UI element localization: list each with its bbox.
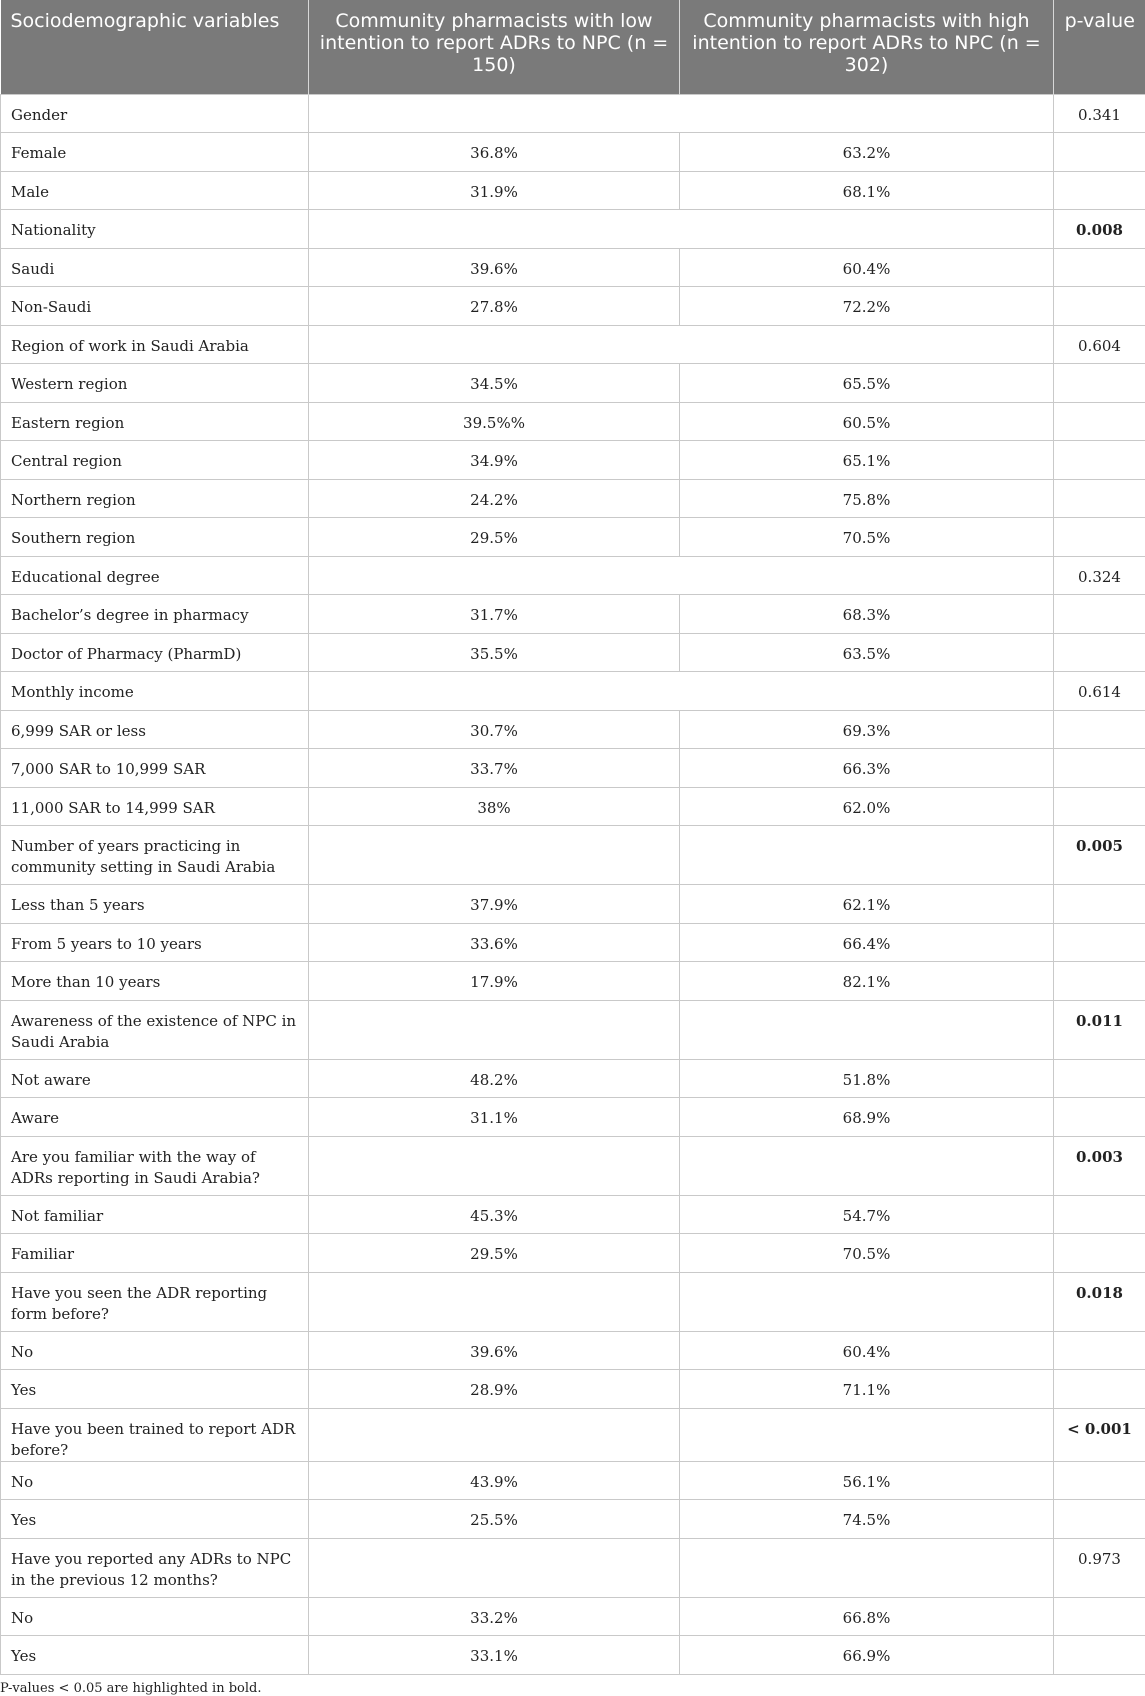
- high-intention-value: 66.8%: [680, 1597, 1054, 1636]
- empty-cell: [309, 1408, 680, 1461]
- category-row: [1, 1136, 1145, 1195]
- high-intention-value: 66.9%: [680, 1636, 1054, 1675]
- empty-p-cell: [1054, 171, 1145, 210]
- low-intention-value: 31.1%: [309, 1098, 680, 1137]
- low-intention-value: 29.5%: [309, 1234, 680, 1273]
- row-label: Familiar: [1, 1234, 309, 1273]
- table-row: [1, 710, 1145, 749]
- category-label: Monthly income: [1, 672, 309, 711]
- category-label: Have you seen the ADR reporting form before?: [1, 1272, 309, 1331]
- low-intention-value: 37.9%: [309, 885, 680, 924]
- high-intention-value: 65.1%: [680, 441, 1054, 480]
- table-row: [1, 1195, 1145, 1234]
- high-intention-value: 60.4%: [680, 1331, 1054, 1370]
- low-intention-value: 35.5%: [309, 633, 680, 672]
- p-value-cell: 0.018: [1054, 1272, 1145, 1331]
- low-intention-value: 28.9%: [309, 1370, 680, 1409]
- low-intention-value: 33.1%: [309, 1636, 680, 1675]
- category-label: Awareness of the existence of NPC in Saudi Arabia: [1, 1000, 309, 1059]
- empty-cell: [309, 1272, 680, 1331]
- empty-p-cell: [1054, 1597, 1145, 1636]
- p-value-cell: 0.341: [1054, 94, 1145, 133]
- low-intention-value: 17.9%: [309, 962, 680, 1001]
- table-row: [1, 962, 1145, 1001]
- table-row: [1, 885, 1145, 924]
- table-row: [1, 633, 1145, 672]
- high-intention-value: 68.3%: [680, 595, 1054, 634]
- row-label: Eastern region: [1, 402, 309, 441]
- empty-p-cell: [1054, 1636, 1145, 1675]
- empty-p-cell: [1054, 1098, 1145, 1137]
- empty-cell: [309, 826, 680, 885]
- high-intention-value: 70.5%: [680, 1234, 1054, 1273]
- table-row: [1, 1059, 1145, 1098]
- empty-p-cell: [1054, 633, 1145, 672]
- empty-p-cell: [1054, 402, 1145, 441]
- row-label: Not aware: [1, 1059, 309, 1098]
- low-intention-value: 34.9%: [309, 441, 680, 480]
- empty-p-cell: [1054, 595, 1145, 634]
- row-label: 11,000 SAR to 14,999 SAR: [1, 787, 309, 826]
- category-row: [1, 1272, 1145, 1331]
- high-intention-value: 74.5%: [680, 1500, 1054, 1539]
- row-label: Saudi: [1, 248, 309, 287]
- header-sociodemographic: Sociodemographic variables: [1, 0, 309, 94]
- category-label: Have you been trained to report ADR before?: [1, 1408, 309, 1461]
- low-intention-value: 27.8%: [309, 287, 680, 326]
- row-label: 7,000 SAR to 10,999 SAR: [1, 749, 309, 788]
- category-label: Have you reported any ADRs to NPC in the previous 12 months?: [1, 1538, 309, 1597]
- category-label: Number of years practicing in community setting in Saudi Arabia: [1, 826, 309, 885]
- table-row: [1, 171, 1145, 210]
- row-label: Southern region: [1, 518, 309, 557]
- p-value-cell: < 0.001: [1054, 1408, 1145, 1461]
- high-intention-value: 66.3%: [680, 749, 1054, 788]
- category-row: [1, 210, 1145, 249]
- row-label: More than 10 years: [1, 962, 309, 1001]
- empty-p-cell: [1054, 479, 1145, 518]
- p-value-cell: 0.973: [1054, 1538, 1145, 1597]
- empty-cell: [680, 1408, 1054, 1461]
- high-intention-value: 65.5%: [680, 364, 1054, 403]
- category-label: Nationality: [1, 210, 309, 249]
- table-footnote: P-values < 0.05 are highlighted in bold.: [0, 1675, 1145, 1696]
- category-row: [1, 826, 1145, 885]
- high-intention-value: 68.9%: [680, 1098, 1054, 1137]
- low-intention-value: 39.6%: [309, 1331, 680, 1370]
- empty-merged-cell: [309, 556, 1054, 595]
- low-intention-value: 38%: [309, 787, 680, 826]
- row-label: Yes: [1, 1636, 309, 1675]
- category-label: Region of work in Saudi Arabia: [1, 325, 309, 364]
- low-intention-value: 25.5%: [309, 1500, 680, 1539]
- low-intention-value: 24.2%: [309, 479, 680, 518]
- header-p-value: p-value: [1054, 0, 1145, 94]
- empty-cell: [309, 1000, 680, 1059]
- category-row: [1, 1000, 1145, 1059]
- empty-p-cell: [1054, 1195, 1145, 1234]
- low-intention-value: 31.7%: [309, 595, 680, 634]
- empty-cell: [680, 1538, 1054, 1597]
- p-value-cell: 0.324: [1054, 556, 1145, 595]
- header-low-intention: Community pharmacists with low intention to report ADRs to NPC (n = 150): [309, 0, 680, 94]
- table-row: [1, 441, 1145, 480]
- empty-p-cell: [1054, 710, 1145, 749]
- empty-p-cell: [1054, 133, 1145, 172]
- empty-p-cell: [1054, 1500, 1145, 1539]
- empty-p-cell: [1054, 1461, 1145, 1500]
- high-intention-value: 71.1%: [680, 1370, 1054, 1409]
- high-intention-value: 54.7%: [680, 1195, 1054, 1234]
- category-row: [1, 1408, 1145, 1461]
- row-label: Yes: [1, 1370, 309, 1409]
- high-intention-value: 69.3%: [680, 710, 1054, 749]
- high-intention-value: 62.0%: [680, 787, 1054, 826]
- high-intention-value: 68.1%: [680, 171, 1054, 210]
- low-intention-value: 33.6%: [309, 923, 680, 962]
- category-row: [1, 672, 1145, 711]
- table-header: [1, 0, 1145, 94]
- high-intention-value: 60.4%: [680, 248, 1054, 287]
- row-label: Female: [1, 133, 309, 172]
- empty-p-cell: [1054, 248, 1145, 287]
- low-intention-value: 34.5%: [309, 364, 680, 403]
- row-label: From 5 years to 10 years: [1, 923, 309, 962]
- p-value-cell: 0.003: [1054, 1136, 1145, 1195]
- low-intention-value: 45.3%: [309, 1195, 680, 1234]
- low-intention-value: 31.9%: [309, 171, 680, 210]
- empty-cell: [309, 1538, 680, 1597]
- category-row: [1, 556, 1145, 595]
- p-value-cell: 0.008: [1054, 210, 1145, 249]
- empty-merged-cell: [309, 210, 1054, 249]
- empty-p-cell: [1054, 441, 1145, 480]
- empty-p-cell: [1054, 364, 1145, 403]
- empty-p-cell: [1054, 287, 1145, 326]
- table-row: [1, 787, 1145, 826]
- low-intention-value: 39.6%: [309, 248, 680, 287]
- empty-p-cell: [1054, 885, 1145, 924]
- high-intention-value: 62.1%: [680, 885, 1054, 924]
- empty-cell: [680, 1272, 1054, 1331]
- row-label: Western region: [1, 364, 309, 403]
- table-row: [1, 1331, 1145, 1370]
- row-label: Doctor of Pharmacy (PharmD): [1, 633, 309, 672]
- table-body: [1, 94, 1145, 1674]
- row-label: Yes: [1, 1500, 309, 1539]
- high-intention-value: 75.8%: [680, 479, 1054, 518]
- empty-p-cell: [1054, 1331, 1145, 1370]
- row-label: No: [1, 1461, 309, 1500]
- table-row: [1, 1461, 1145, 1500]
- row-label: No: [1, 1331, 309, 1370]
- table-row: [1, 1597, 1145, 1636]
- empty-merged-cell: [309, 94, 1054, 133]
- low-intention-value: 36.8%: [309, 133, 680, 172]
- table-row: [1, 287, 1145, 326]
- category-row: [1, 1538, 1145, 1597]
- high-intention-value: 63.5%: [680, 633, 1054, 672]
- high-intention-value: 56.1%: [680, 1461, 1054, 1500]
- empty-p-cell: [1054, 923, 1145, 962]
- p-value-cell: 0.011: [1054, 1000, 1145, 1059]
- low-intention-value: 39.5%%: [309, 402, 680, 441]
- header-high-intention: Community pharmacists with high intention to report ADRs to NPC (n = 302): [680, 0, 1054, 94]
- high-intention-value: 82.1%: [680, 962, 1054, 1001]
- row-label: Aware: [1, 1098, 309, 1137]
- empty-p-cell: [1054, 1234, 1145, 1273]
- empty-cell: [680, 1136, 1054, 1195]
- high-intention-value: 60.5%: [680, 402, 1054, 441]
- high-intention-value: 63.2%: [680, 133, 1054, 172]
- table-row: [1, 595, 1145, 634]
- low-intention-value: 33.7%: [309, 749, 680, 788]
- empty-p-cell: [1054, 749, 1145, 788]
- p-value-cell: 0.604: [1054, 325, 1145, 364]
- empty-p-cell: [1054, 1370, 1145, 1409]
- row-label: Non-Saudi: [1, 287, 309, 326]
- category-row: [1, 94, 1145, 133]
- table-row: [1, 923, 1145, 962]
- table-row: [1, 402, 1145, 441]
- empty-p-cell: [1054, 1059, 1145, 1098]
- table-row: [1, 1500, 1145, 1539]
- table-row: [1, 1636, 1145, 1675]
- category-label: Are you familiar with the way of ADRs reporting in Saudi Arabia?: [1, 1136, 309, 1195]
- row-label: Not familiar: [1, 1195, 309, 1234]
- row-label: 6,999 SAR or less: [1, 710, 309, 749]
- empty-cell: [680, 826, 1054, 885]
- empty-merged-cell: [309, 325, 1054, 364]
- row-label: Less than 5 years: [1, 885, 309, 924]
- table-row: [1, 479, 1145, 518]
- empty-cell: [309, 1136, 680, 1195]
- table-row: [1, 518, 1145, 557]
- p-value-cell: 0.005: [1054, 826, 1145, 885]
- table-row: [1, 1370, 1145, 1409]
- row-label: Male: [1, 171, 309, 210]
- p-value-cell: 0.614: [1054, 672, 1145, 711]
- table-row: [1, 133, 1145, 172]
- high-intention-value: 51.8%: [680, 1059, 1054, 1098]
- high-intention-value: 70.5%: [680, 518, 1054, 557]
- empty-p-cell: [1054, 787, 1145, 826]
- category-row: [1, 325, 1145, 364]
- row-label: Bachelor’s degree in pharmacy: [1, 595, 309, 634]
- low-intention-value: 48.2%: [309, 1059, 680, 1098]
- row-label: Central region: [1, 441, 309, 480]
- category-label: Educational degree: [1, 556, 309, 595]
- high-intention-value: 72.2%: [680, 287, 1054, 326]
- table-row: [1, 1098, 1145, 1137]
- low-intention-value: 43.9%: [309, 1461, 680, 1500]
- empty-cell: [680, 1000, 1054, 1059]
- table-row: [1, 364, 1145, 403]
- empty-merged-cell: [309, 672, 1054, 711]
- empty-p-cell: [1054, 518, 1145, 557]
- low-intention-value: 29.5%: [309, 518, 680, 557]
- row-label: No: [1, 1597, 309, 1636]
- row-label: Northern region: [1, 479, 309, 518]
- high-intention-value: 66.4%: [680, 923, 1054, 962]
- table-row: [1, 749, 1145, 788]
- low-intention-value: 33.2%: [309, 1597, 680, 1636]
- table-row: [1, 248, 1145, 287]
- category-label: Gender: [1, 94, 309, 133]
- low-intention-value: 30.7%: [309, 710, 680, 749]
- empty-p-cell: [1054, 962, 1145, 1001]
- table-row: [1, 1234, 1145, 1273]
